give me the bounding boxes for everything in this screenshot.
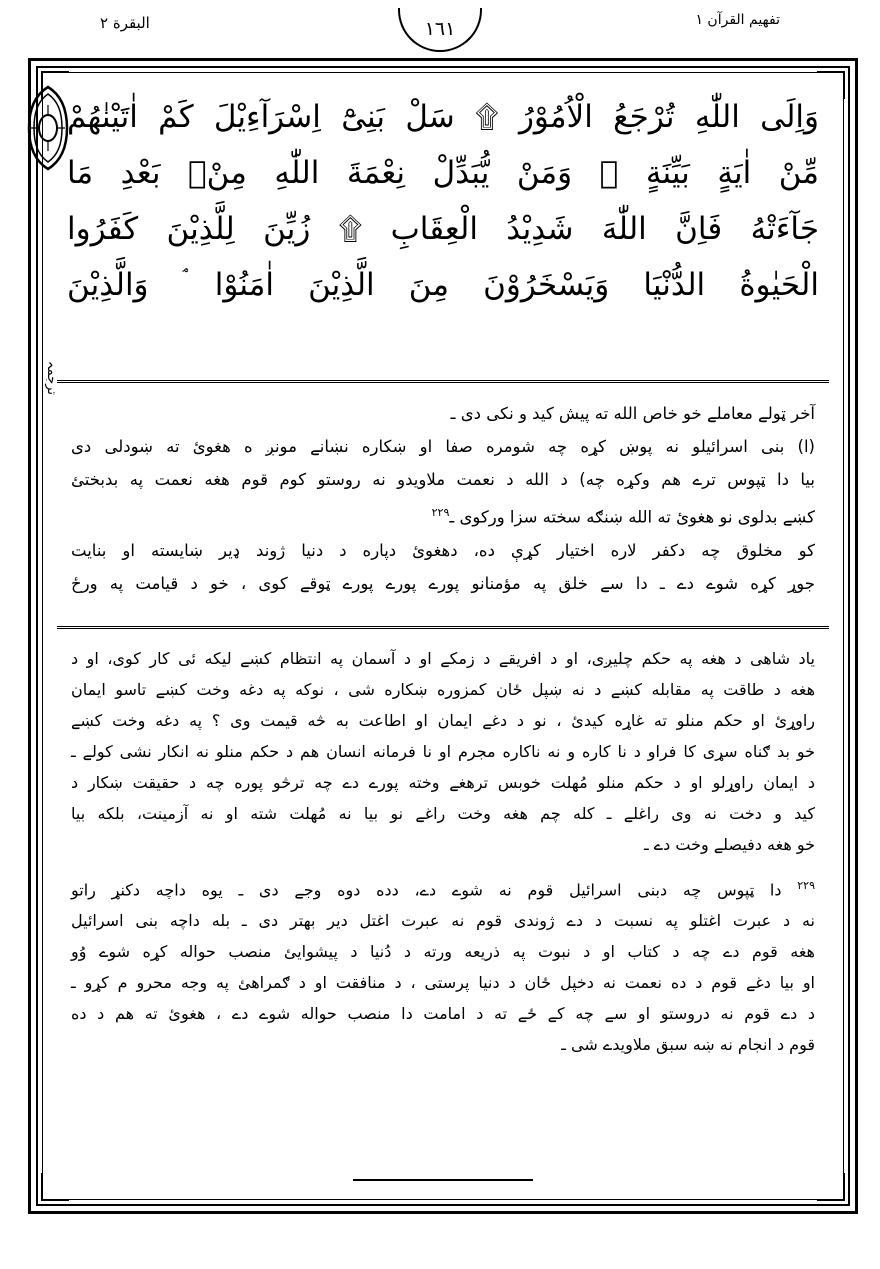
page-frame-middle (36, 66, 850, 1206)
commentary-line: قوم د انجام نه ښه سبق ملاویدے شی ـ (561, 1035, 815, 1055)
commentary-line: خو بد ګناه سړی کا فراو د نا کاره و نه ناکاره مجرم او نا فرمانه انسان هم د حکم منلو نه انکار نشی کولے ـ (71, 742, 815, 761)
commentary-line: د ایمان راوړلو او د حکم منلو مُهلت خوبس ترهغے وخته پورے دے چه ترڅو پوره چه د حقیقت ښکار د (71, 773, 815, 792)
commentary-paragraph (71, 643, 815, 860)
page-header (40, 8, 840, 56)
translation-block (57, 391, 829, 629)
footnote-divider (353, 1179, 533, 1181)
translation-line: بیا دا ټپوس ترے هم وکړه چه) د الله د نعمت ملاویدو نه روستو کوم قوم هغه نعمت په بدبختئ (71, 470, 815, 489)
corner-ornament-bottom-right-icon (817, 1173, 845, 1201)
quran-line: وَاِلَى اللّٰهِ تُرْجَعُ الْاُمُوْرُ ۩ سَلْ بَنِىْٓ اِسْرَآءِيْلَ كَمْ اٰتَيْنٰهُمْ (67, 99, 819, 135)
page-number: ١٦١ (424, 18, 456, 40)
commentary-line: د دے قوم نه دروستو او سے چه کے ځے ته د امامت دا منصب حواله شوے دے ، هغوئ ته هم د ده (71, 1004, 815, 1024)
translation-line: جوړ کړه شوے دے ـ دا سے خلق په مؤمنانو پورے پورے پورے ټوقے کوی ، خو د قیامت په ورځ (71, 573, 815, 593)
commentary-line: خو هغه دفیصلے وخت دے ـ (644, 835, 815, 854)
quran-line: مِّنْ اٰيَةٍ بَيِّنَةٍ ۭ وَمَنْ يُّبَدِّلْ نِعْمَةَ اللّٰهِ مِنْۢ بَعْدِ مَا (67, 155, 819, 191)
translation-line: کښے بدلوی نو هغوئ ته الله ښنګه سخته سزا ورکوی ـ$^{٢٢٩}$ (431, 506, 815, 527)
commentary-line: یاد شاهی د هغه په حکم چلیږی، او د افریقے د زمکے او د آسمان په انتظام کښے لیکه ئی کار کوی، او د (71, 649, 815, 668)
commentary-line: هغه قوم دے چه د کتاب او د نبوت په ذریعه ورته د دُنیا د پیشوایئ منصب حواله کړه شوے وُو (71, 942, 815, 962)
commentary-block (57, 635, 829, 1159)
quran-line: الْحَيٰوةُ الدُّنْيَا وَيَسْخَرُوْنَ مِنَ الَّذِيْنَ اٰمَنُوْا ۘ وَالَّذِيْنَ (67, 267, 819, 303)
commentary-line: هغه د طاقت په مقابله کښے د نه ښپل ځان کمزوره ښکاره شی ، نوکه په دغه وخت کښے تاسو ایمان (71, 680, 815, 699)
commentary-line: راوړئ او حکم منلو ته غاړه کیدئ ، نو د دغے ایمان او اطاعت به څه قیمت وی ؟ په دغه وخت کښے (71, 711, 815, 730)
medallion-ornament-icon (25, 85, 71, 171)
commentary-paragraph (71, 870, 815, 1060)
page-frame-outer (28, 58, 858, 1214)
header-book-title-text: تفهيم القرآن ١ (695, 12, 780, 28)
quran-line: جَآءَتْهُ فَاِنَّ اللّٰهَ شَدِيْدُ الْعِقَابِ ۩ زُيِّنَ لِلَّذِيْنَ كَفَرُوا (67, 211, 819, 247)
commentary-line: کید و دخت نه وی راغلے ـ کله چم هغه وخت راغے نو بیا نه مُهلت شته او نه آزمینت، بلکه بیا (71, 804, 815, 823)
header-surah-title-text: البقرة ٢ (100, 14, 150, 32)
side-margin-note: ترجمہ (44, 361, 59, 395)
corner-ornament-bottom-left-icon (41, 1173, 69, 1201)
commentary-line: $^{٢٢٩}$ دا ټپوس چه دبنی اسرائیل قوم نه شوے دے، دده دوه وجے دی ـ یوه داچه دکنړ راتو (71, 879, 815, 900)
header-book-title (695, 12, 780, 30)
page-number-badge (398, 8, 482, 52)
header-surah-title (100, 14, 150, 33)
commentary-line: نه د عبرت اغتلو په نسبت د دے ژوندی قوم نه عبرت اغتل دیر بهتر دی ـ بله داچه بنی اسرائیل (71, 911, 815, 931)
commentary-line: او بیا دغے قوم د ده نعمت نه دخپل ځان د دنیا پرستی ، د منافقت او د ګمراهئ په وجه محرو م کړو ـ (71, 973, 815, 993)
translation-line: آخر ټولے معاملے خو خاص الله ته پیش کید و نکی دی ـ (450, 404, 815, 423)
quran-verse-block (57, 83, 829, 383)
translation-line: (ا) بنی اسرائیلو نه پوښ کړه چه شومره صفا او ښکاره نښانے مونږ ه هغوئ ته ښودلی دی (71, 437, 815, 456)
page-frame-inner (42, 72, 844, 1200)
translation-line: کو مخلوق چه دکفر لاره اختیار کړې ده، دهغوئ دپاره د دنیا ژوند ډیر ښایسته او بنایت (71, 540, 815, 560)
